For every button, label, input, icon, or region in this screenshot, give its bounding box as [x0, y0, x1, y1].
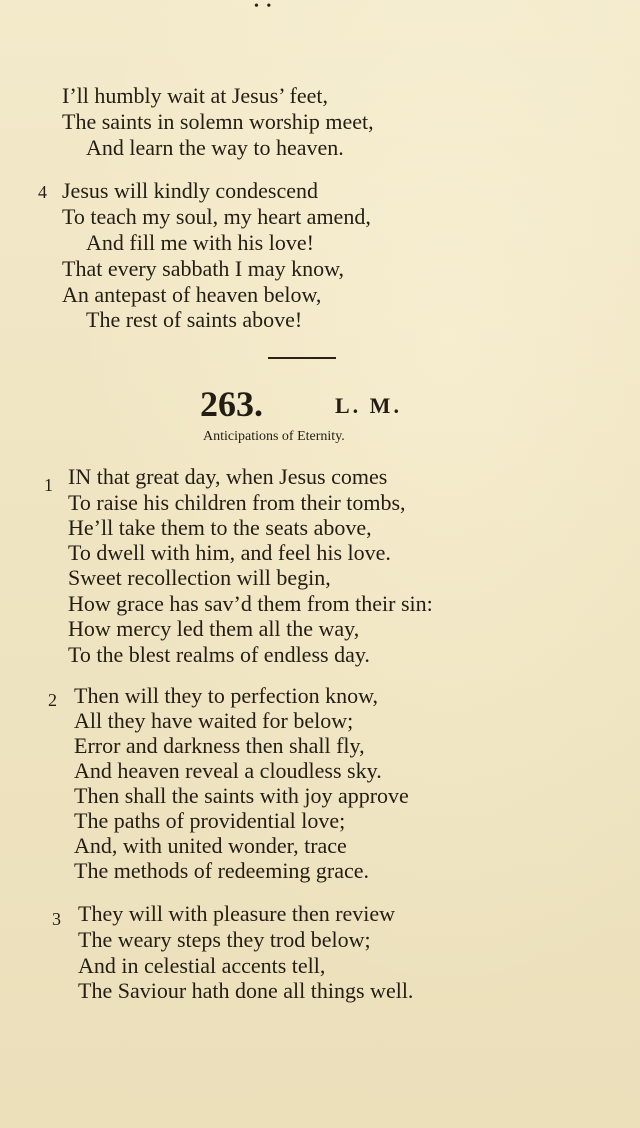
verse-line: He’ll take them to the seats above,: [68, 515, 372, 540]
verse-line: How grace has sav’d them from their sin:: [68, 591, 433, 616]
page-mark: • •: [254, 0, 274, 14]
verse-line: To teach my soul, my heart amend,: [62, 204, 371, 229]
verse-line: They will with pleasure then review: [78, 901, 396, 926]
hymn-meter: L. M.: [335, 393, 402, 418]
verse-line: Sweet recollection will begin,: [68, 565, 331, 590]
stanza-number: 1: [44, 475, 53, 495]
verse-line: The rest of saints above!: [86, 307, 303, 332]
stanza-number: 3: [52, 909, 61, 929]
verse-line: The methods of redeeming grace.: [74, 858, 370, 883]
verse-line: That every sabbath I may know,: [62, 256, 345, 281]
verse-line: I’ll humbly wait at Jesus’ feet,: [62, 83, 328, 108]
verse-line: The saints in solemn worship meet,: [62, 109, 374, 134]
verse-line: IN that great day, when Jesus comes: [68, 464, 388, 489]
divider-rule: [268, 357, 336, 359]
verse-line: To dwell with him, and feel his love.: [68, 540, 391, 565]
verse-line: Jesus will kindly condescend: [62, 178, 319, 203]
verse-line: An antepast of heaven below,: [62, 282, 322, 307]
verse-line: And, with united wonder, trace: [74, 833, 347, 858]
verse-line: The weary steps they trod below;: [78, 927, 371, 952]
stanza-number: 2: [48, 690, 57, 710]
verse-line: And learn the way to heaven.: [86, 135, 344, 160]
verse-line: Then shall the saints with joy approve: [74, 783, 409, 808]
stanza-number: 4: [38, 182, 47, 202]
verse-line: Error and darkness then shall fly,: [74, 733, 365, 758]
verse-line: All they have waited for below;: [74, 708, 354, 733]
verse-line: To raise his children from their tombs,: [68, 490, 406, 515]
hymn-title: Anticipations of Eternity.: [203, 429, 345, 444]
verse-line: And fill me with his love!: [86, 230, 314, 255]
verse-line: Then will they to perfection know,: [74, 683, 379, 708]
verse-line: To the blest realms of endless day.: [68, 642, 370, 667]
verse-line: The paths of providential love;: [74, 808, 346, 833]
verse-line: How mercy led them all the way,: [68, 616, 360, 641]
hymn-number: 263.: [200, 384, 263, 424]
verse-line: And in celestial accents tell,: [78, 953, 326, 978]
verse-line: The Saviour hath done all things well.: [78, 978, 414, 1003]
verse-line: And heaven reveal a cloudless sky.: [74, 758, 382, 783]
